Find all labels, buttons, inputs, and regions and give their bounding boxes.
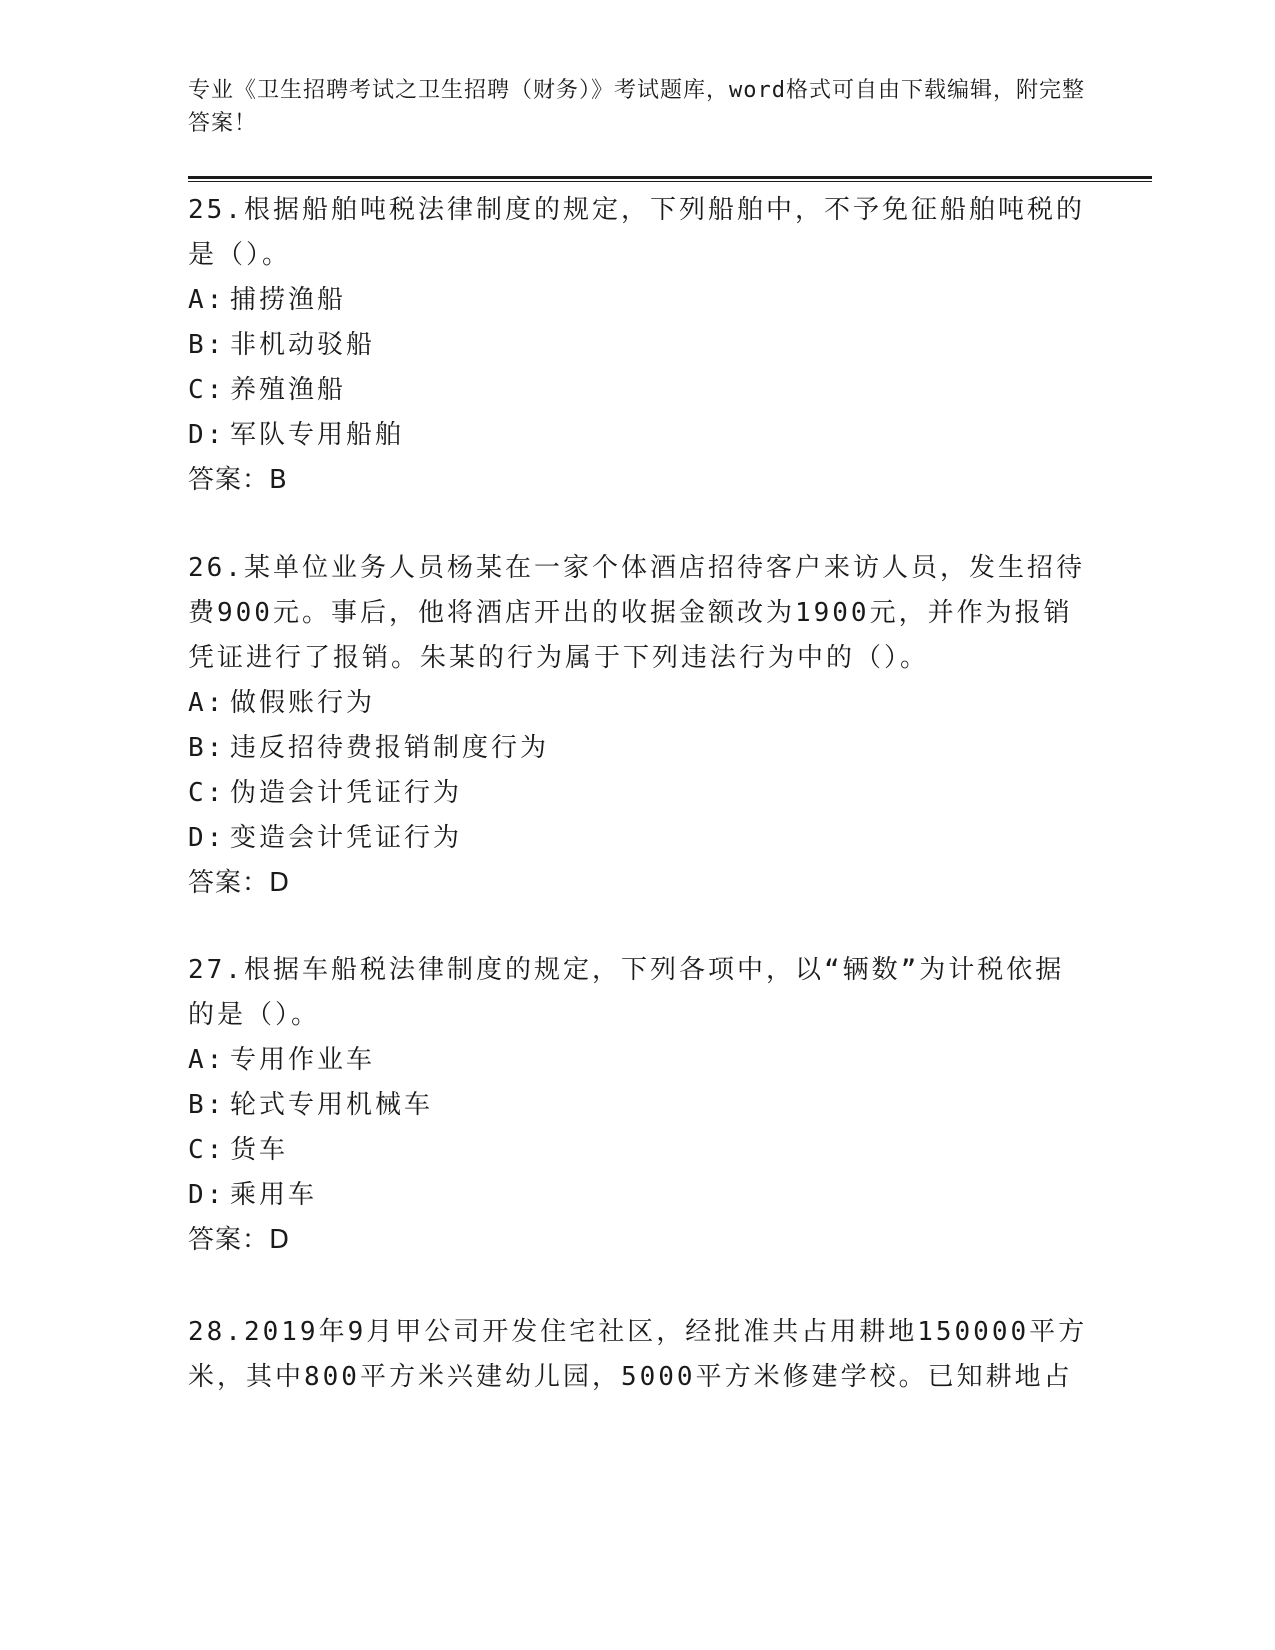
question-28: [188, 1310, 1088, 1400]
answer-line: 答案：D: [188, 1225, 291, 1255]
option-label: C:: [188, 1135, 226, 1165]
option-text: 乘用车: [230, 1180, 318, 1210]
option-text: 捕捞渔船: [230, 285, 347, 315]
option-label: D:: [188, 1180, 226, 1210]
header-divider-thin: [188, 181, 1152, 182]
option-b: [188, 726, 1088, 771]
question-stem: 25.根据船舶吨税法律制度的规定，下列船舶中，不予免征船舶吨税的是（）。: [188, 195, 1085, 270]
header-divider-thick: [188, 176, 1152, 179]
option-label: A:: [188, 1045, 226, 1075]
option-a: [188, 278, 1088, 323]
question-stem: 27.根据车船税法律制度的规定，下列各项中，以“辆数”为计税依据的是（）。: [188, 955, 1065, 1030]
option-b: [188, 1083, 1088, 1128]
document-header: 专业《卫生招聘考试之卫生招聘（财务）》考试题库，word格式可自由下载编辑，附完整答案！: [188, 78, 1085, 136]
option-text: 伪造会计凭证行为: [230, 778, 463, 808]
option-label: A:: [188, 285, 226, 315]
option-text: 专用作业车: [230, 1045, 376, 1075]
option-text: 军队专用船舶: [230, 420, 405, 450]
option-b: [188, 323, 1088, 368]
option-text: 轮式专用机械车: [230, 1090, 434, 1120]
option-label: D:: [188, 420, 226, 450]
option-c: [188, 1128, 1088, 1173]
question-stem: 26.某单位业务人员杨某在一家个体酒店招待客户来访人员，发生招待费900元。事后，他将酒店开出的收据金额改为1900元，并作为报销凭证进行了报销。朱某的行为属于下列违法行为中的（）。: [188, 553, 1085, 673]
option-label: B:: [188, 1090, 226, 1120]
option-c: [188, 771, 1088, 816]
question-stem: 28.2019年9月甲公司开发住宅社区，经批准共占用耕地150000平方米，其中800平方米兴建幼儿园，5000平方米修建学校。已知耕地占: [188, 1317, 1088, 1392]
option-label: D:: [188, 823, 226, 853]
option-label: C:: [188, 778, 226, 808]
option-label: B:: [188, 330, 226, 360]
answer-line: 答案：D: [188, 868, 291, 898]
option-text: 货车: [230, 1135, 289, 1165]
option-d: [188, 816, 1088, 861]
option-text: 做假账行为: [230, 688, 376, 718]
option-label: B:: [188, 733, 226, 763]
answer-line: 答案：B: [188, 465, 288, 495]
option-text: 变造会计凭证行为: [230, 823, 463, 853]
option-a: [188, 1038, 1088, 1083]
question-25: [188, 188, 1088, 503]
option-text: 养殖渔船: [230, 375, 347, 405]
option-label: C:: [188, 375, 226, 405]
option-a: [188, 681, 1088, 726]
question-26: [188, 546, 1088, 906]
question-27: [188, 948, 1088, 1263]
option-text: 违反招待费报销制度行为: [230, 733, 550, 763]
option-text: 非机动驳船: [230, 330, 376, 360]
option-label: A:: [188, 688, 226, 718]
option-c: [188, 368, 1088, 413]
option-d: [188, 413, 1088, 458]
option-d: [188, 1173, 1088, 1218]
